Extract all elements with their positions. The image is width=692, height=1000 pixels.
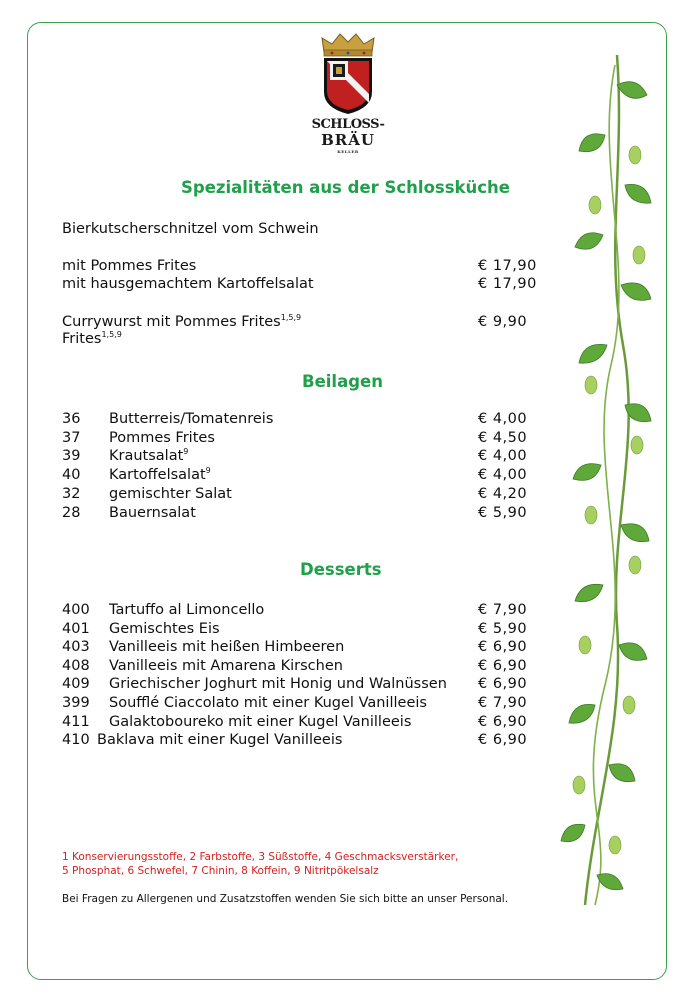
side-dish-text: Kartoffelsalat [109,467,206,484]
dessert-number: 408 [62,657,90,674]
side-dish-text: Butterreis/Tomatenreis [109,411,274,427]
additives-note-line2: 5 Phosphat, 6 Schwefel, 7 Chinin, 8 Koffein, 9 Nitritpökelsalz [62,865,379,877]
dessert-price: € 6,90 [478,713,528,730]
side-dish-text: gemischter Salat [109,485,232,502]
dessert-number: 399 [62,695,90,711]
dessert-price: € 7,90 [478,602,528,618]
side-dish-text: Bauernsalat [109,504,196,521]
specials-item-price: € 17,90 [478,258,537,274]
currywurst-price: € 9,90 [478,314,528,330]
desserts-heading: Desserts [300,560,382,579]
side-dish-price: € 4,00 [478,467,528,484]
side-dish-number: 40 [62,467,81,484]
allergen-note: Bei Fragen zu Allergenen und Zusatzstoffen wenden Sie sich bitte an unser Personal. [62,893,509,905]
side-dish-price: € 5,90 [478,504,528,521]
specials-item-price: € 17,90 [478,276,537,292]
side-dish-number: 39 [62,448,81,465]
logo-wordmark [305,118,391,154]
dessert-label: Baklava mit einer Kugel Vanilleeis [97,732,343,749]
specials-dish-title: Bierkutscherschnitzel vom Schwein [62,221,319,237]
dessert-number: 400 [62,602,90,618]
dessert-number: 403 [62,639,90,656]
dessert-number: 401 [62,620,90,637]
dessert-number: 410 [62,732,90,749]
dessert-number: 409 [62,676,90,693]
side-dish-number: 36 [62,411,81,427]
dessert-label: Soufflé Ciaccolato mit einer Kugel Vanilleeis [109,695,427,711]
side-dish-additives: 9 [205,466,211,476]
hop-vine-decoration [555,45,665,915]
dessert-label: Vanilleeis mit heißen Himbeeren [109,639,345,656]
currywurst-wrap-text: Frites [62,331,102,347]
side-dish-price: € 4,20 [478,485,528,502]
side-dish-price: € 4,00 [478,448,528,465]
dessert-label: Vanilleeis mit Amarena Kirschen [109,657,343,674]
additives-note-line1: 1 Konservierungsstoffe, 2 Farbstoffe, 3 Süßstoffe, 4 Geschmacksverstärker, [62,851,459,863]
currywurst-label [62,314,301,330]
currywurst-additives: 1,5,9 [280,313,302,322]
specials-heading: Spezialitäten aus der Schlossküche [181,178,510,197]
logo-line3: KELLER [337,149,359,154]
dessert-price: € 6,90 [478,639,528,656]
dessert-price: € 5,90 [478,620,528,637]
currywurst-wrap-additives: 1,5,9 [101,330,122,339]
side-dish-number: 37 [62,429,81,446]
side-dish-label [109,486,232,502]
side-dish-price: € 4,00 [478,411,528,427]
side-dish-label [109,430,215,446]
specials-item-label: mit hausgemachtem Kartoffelsalat [62,276,314,292]
side-dish-number: 32 [62,485,81,502]
side-dish-price: € 4,50 [478,429,528,446]
dessert-price: € 6,90 [478,657,528,674]
side-dish-label [109,411,273,427]
sides-heading: Beilagen [302,372,383,391]
dessert-price: € 7,90 [478,695,528,711]
dessert-label: Tartuffo al Limoncello [109,602,265,618]
dessert-number: 411 [62,713,90,730]
dessert-label: Gemischtes Eis [109,620,220,637]
side-dish-label [109,448,188,464]
side-dish-text: Krautsalat [109,448,184,465]
side-dish-additives: 9 [183,447,189,457]
currywurst-text: Currywurst mit Pommes Frites [62,314,281,330]
logo-line1: SCHLOSS- [311,117,385,132]
side-dish-label [109,467,211,483]
dessert-label: Galaktoboureko mit einer Kugel Vanilleeis [109,713,412,730]
logo-line2: BRÄU [321,131,375,149]
dessert-price: € 6,90 [478,732,528,749]
dessert-price: € 6,90 [478,676,528,693]
currywurst-wrap-line [62,331,122,347]
side-dish-label [109,505,196,521]
dessert-label: Griechischer Joghurt mit Honig und Walnüssen [109,676,447,693]
specials-item-label: mit Pommes Frites [62,258,197,274]
side-dish-text: Pommes Frites [109,429,215,446]
side-dish-number: 28 [62,504,81,521]
